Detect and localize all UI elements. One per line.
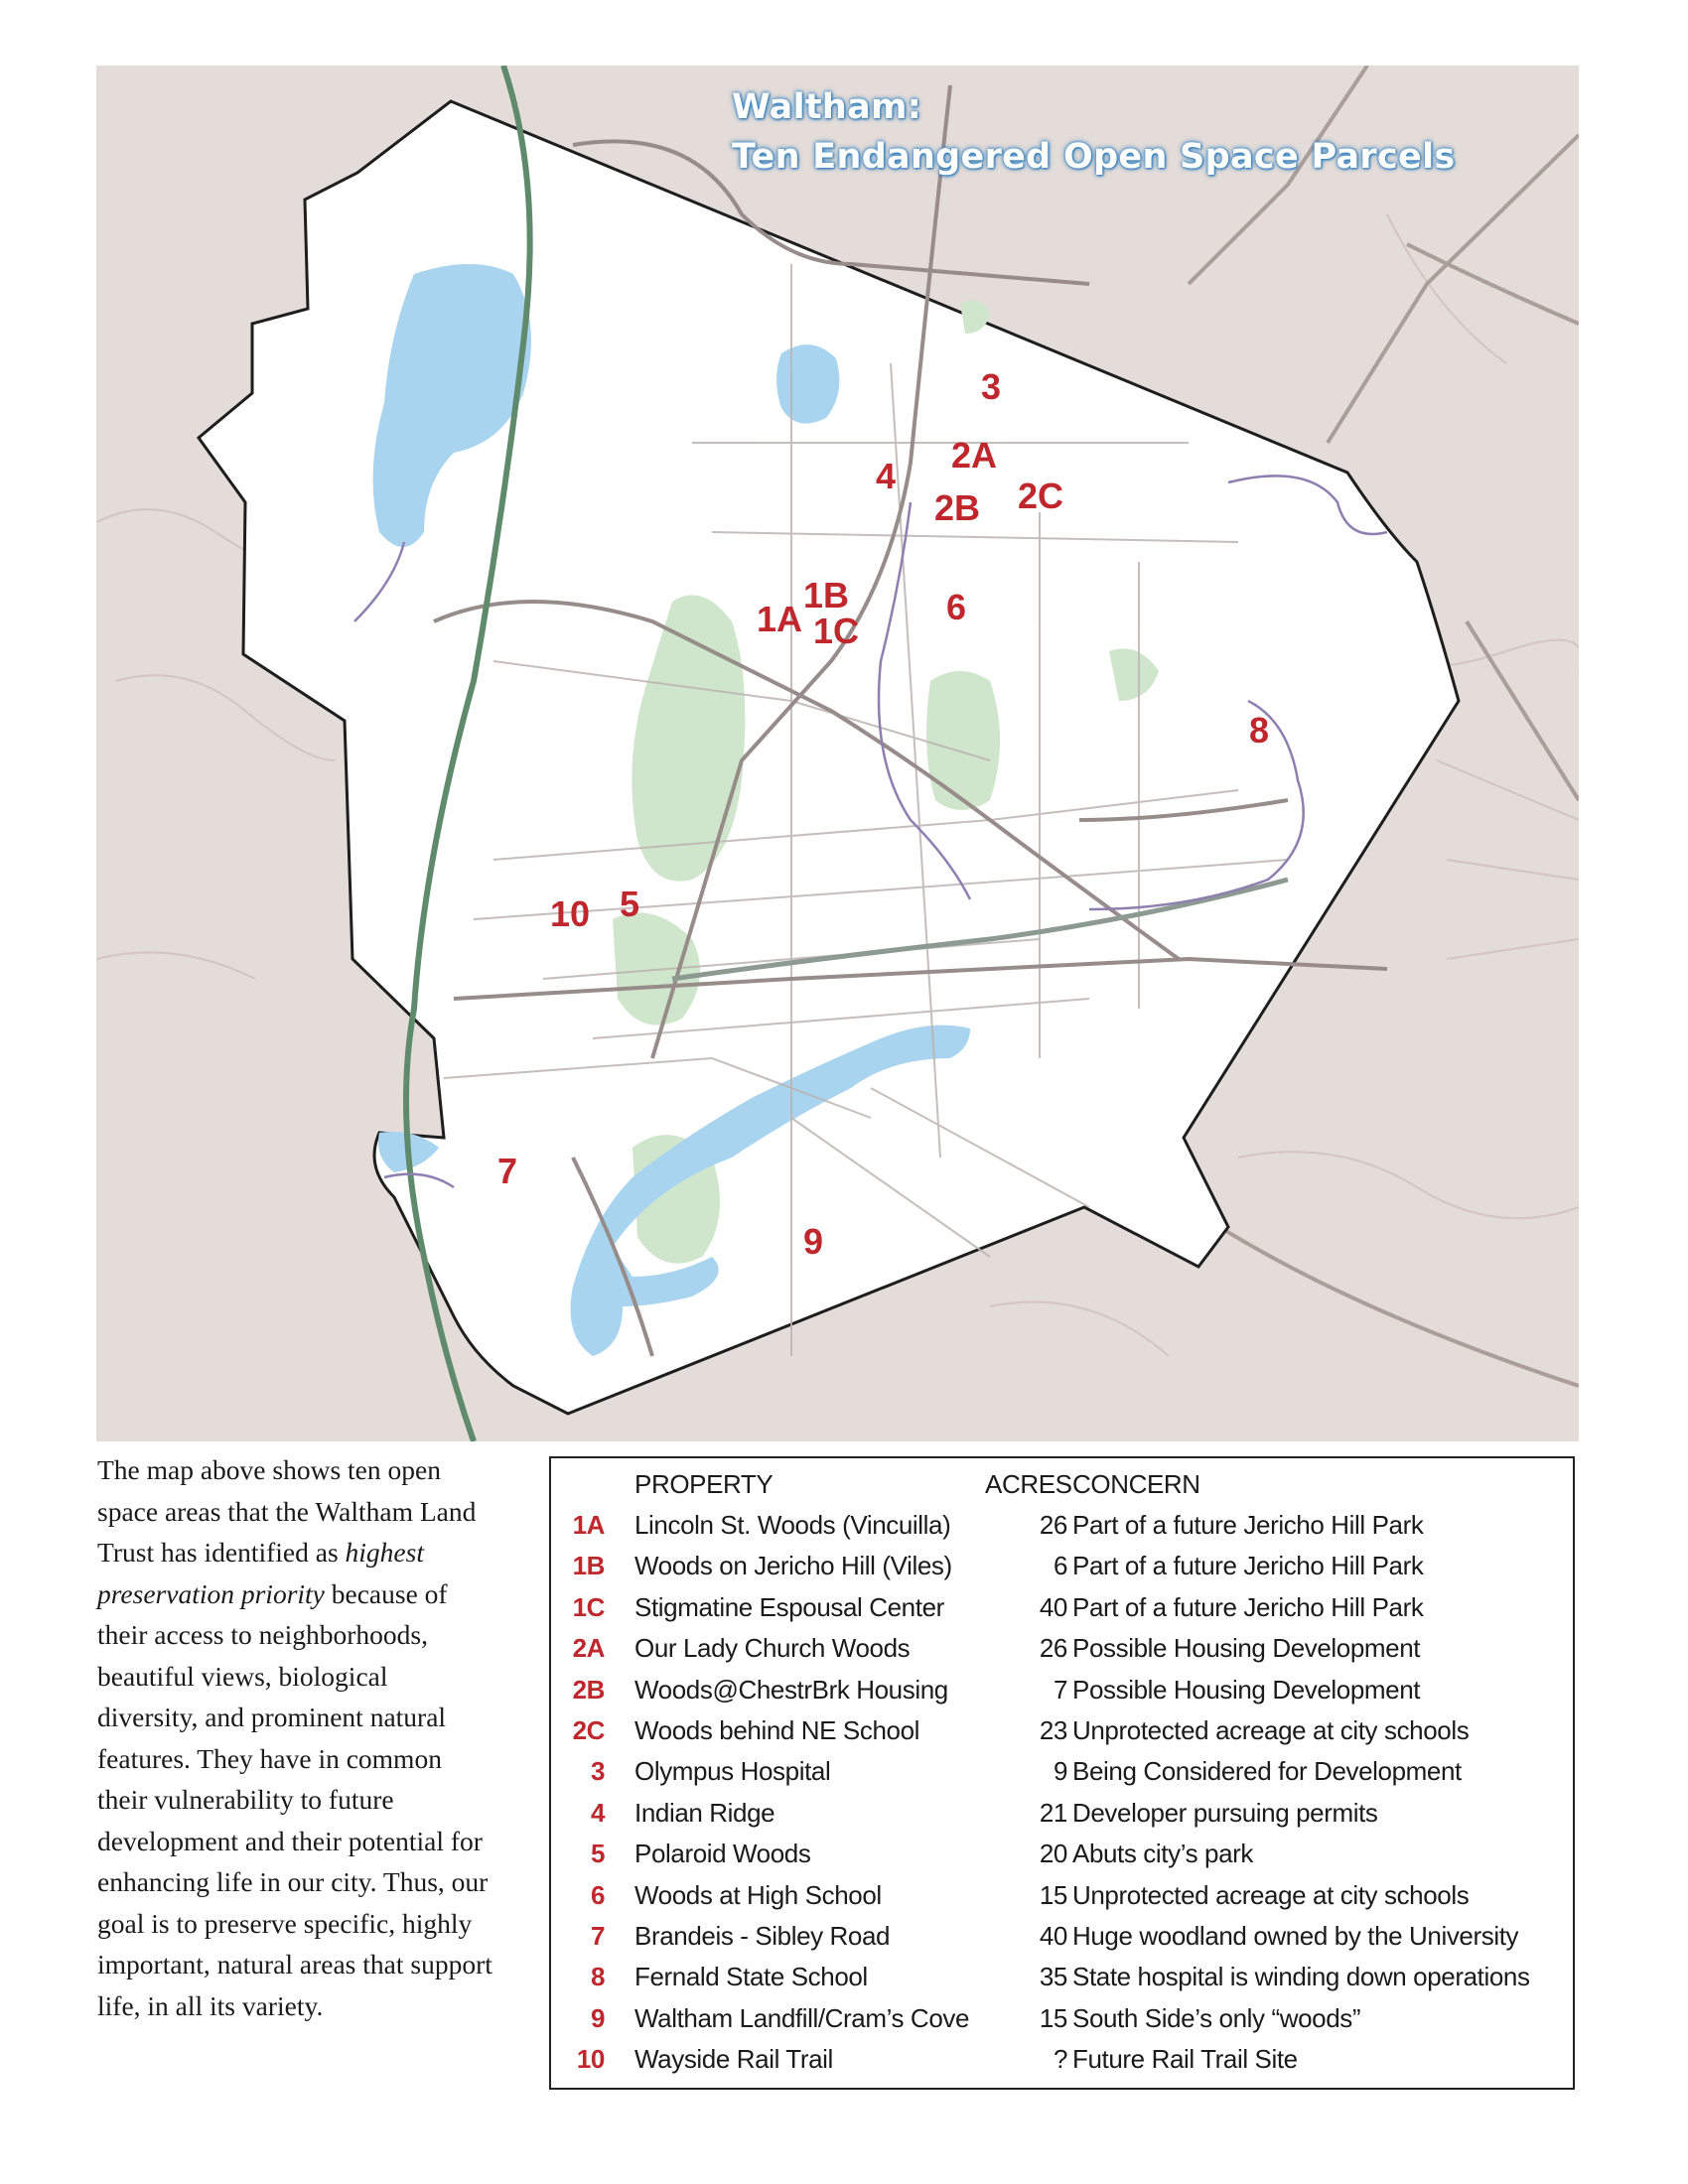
parcel-label-2a: 2A bbox=[950, 435, 998, 476]
table-row bbox=[551, 1839, 1573, 1879]
concern-text: Being Considered for Development bbox=[1072, 1756, 1462, 1787]
table-row bbox=[551, 1921, 1573, 1962]
property-name: Fernald State School bbox=[634, 1962, 868, 1992]
property-name: Lincoln St. Woods (Vincuilla) bbox=[634, 1510, 951, 1540]
table-row bbox=[551, 1798, 1573, 1839]
intro-emphasis: highest preservation priority bbox=[97, 1537, 424, 1609]
header-concern: CONCERN bbox=[1072, 1469, 1200, 1499]
parcel-label-2c: 2C bbox=[1017, 476, 1064, 516]
property-name: Indian Ridge bbox=[634, 1797, 775, 1828]
property-name: Wayside Rail Trail bbox=[634, 2044, 833, 2075]
map-title-line-2: Ten Endangered Open Space Parcels bbox=[732, 137, 1456, 177]
parcel-id: 9 bbox=[590, 2002, 605, 2033]
acres-value: ? bbox=[1053, 2044, 1067, 2075]
parcel-label-1b: 1B bbox=[802, 575, 850, 615]
table-row bbox=[551, 1715, 1573, 1756]
parcel-label-5: 5 bbox=[619, 884, 640, 924]
parcel-label-1a: 1A bbox=[756, 599, 803, 639]
parcel-label-10: 10 bbox=[549, 893, 591, 934]
property-name: Our Lady Church Woods bbox=[634, 1633, 911, 1664]
parcel-id: 4 bbox=[590, 1797, 605, 1828]
intro-text-part-2: because of their access to neighborhoods, beautiful views, biological diversity, and prominent natural features. They have in common their vulnerability to future development and their potential for enhancing life in our city. Thus, our goal is to preserve specific, highly important, natural areas that support life, in all its variety. bbox=[97, 1577, 492, 2021]
table-row bbox=[551, 1510, 1573, 1551]
table-row bbox=[551, 1962, 1573, 2002]
concern-text: Unprotected acreage at city schools bbox=[1072, 1879, 1470, 1910]
map-title-line-1: Waltham: bbox=[732, 87, 922, 127]
parcel-label-7: 7 bbox=[496, 1151, 518, 1191]
acres-value: 15 bbox=[1039, 2002, 1067, 2033]
table-row bbox=[551, 2003, 1573, 2044]
property-name: Polaroid Woods bbox=[634, 1839, 811, 1869]
parcel-id: 10 bbox=[576, 2044, 605, 2075]
header-acres: ACRES bbox=[985, 1469, 1072, 1499]
acres-value: 15 bbox=[1039, 1879, 1067, 1910]
property-name: Brandeis - Sibley Road bbox=[634, 1921, 891, 1951]
parcel-id: 1A bbox=[572, 1510, 605, 1540]
parcel-id: 3 bbox=[590, 1756, 605, 1787]
pond-north bbox=[776, 344, 839, 424]
intro-text-part-1: The map above shows ten open space areas that the Waltham Land Trust has identified as bbox=[97, 1454, 477, 1568]
concern-text: South Side’s only “woods” bbox=[1072, 2002, 1361, 2033]
acres-value: 40 bbox=[1039, 1591, 1067, 1622]
concern-text: Future Rail Trail Site bbox=[1072, 2044, 1298, 2075]
property-name: Stigmatine Espousal Center bbox=[634, 1591, 944, 1622]
parcel-id: 8 bbox=[590, 1962, 605, 1992]
map-graphic bbox=[96, 66, 1579, 1441]
parcel-label-2b: 2B bbox=[933, 487, 981, 528]
header-property: PROPERTY bbox=[634, 1469, 774, 1499]
concern-text: Abuts city’s park bbox=[1072, 1839, 1254, 1869]
concern-text: Huge woodland owned by the University bbox=[1072, 1921, 1519, 1951]
concern-text: Developer pursuing permits bbox=[1072, 1797, 1378, 1828]
parcel-label-1c: 1C bbox=[812, 611, 860, 651]
table-row bbox=[551, 1633, 1573, 1674]
parcel-id: 2A bbox=[572, 1633, 605, 1664]
parcel-id: 6 bbox=[590, 1879, 605, 1910]
concern-text: Possible Housing Development bbox=[1072, 1633, 1421, 1664]
property-name: Waltham Landfill/Cram’s Cove bbox=[634, 2002, 970, 2033]
parcel-id: 5 bbox=[590, 1839, 605, 1869]
parcel-label-9: 9 bbox=[802, 1221, 824, 1262]
parcel-label-4: 4 bbox=[875, 456, 897, 496]
table-row bbox=[551, 1880, 1573, 1921]
table-row bbox=[551, 1592, 1573, 1633]
property-name: Woods behind NE School bbox=[634, 1715, 920, 1745]
concern-text: Possible Housing Development bbox=[1072, 1674, 1421, 1705]
property-name: Woods@ChestrBrk Housing bbox=[634, 1674, 948, 1705]
intro-paragraph bbox=[97, 1449, 494, 2026]
acres-value: 20 bbox=[1039, 1839, 1067, 1869]
property-name: Woods at High School bbox=[634, 1879, 882, 1910]
concern-text: Part of a future Jericho Hill Park bbox=[1072, 1551, 1424, 1581]
parcel-id: 1C bbox=[572, 1591, 605, 1622]
concern-text: Part of a future Jericho Hill Park bbox=[1072, 1510, 1424, 1540]
acres-value: 26 bbox=[1039, 1633, 1067, 1664]
property-name: Woods on Jericho Hill (Viles) bbox=[634, 1551, 952, 1581]
acres-value: 40 bbox=[1039, 1921, 1067, 1951]
acres-value: 21 bbox=[1039, 1797, 1067, 1828]
acres-value: 6 bbox=[1053, 1551, 1067, 1581]
map bbox=[96, 66, 1579, 1441]
concern-text: State hospital is winding down operations bbox=[1072, 1962, 1530, 1992]
table-row bbox=[551, 1675, 1573, 1715]
parcel-id: 1B bbox=[572, 1551, 605, 1581]
parcel-label-8: 8 bbox=[1248, 710, 1270, 751]
acres-value: 23 bbox=[1039, 1715, 1067, 1745]
acres-value: 7 bbox=[1053, 1674, 1067, 1705]
table-row bbox=[551, 1756, 1573, 1797]
parcel-id: 2C bbox=[572, 1715, 605, 1745]
table-row bbox=[551, 2044, 1573, 2085]
parcel-label-6: 6 bbox=[945, 587, 967, 627]
table-row bbox=[551, 1551, 1573, 1591]
table-header bbox=[551, 1469, 1573, 1510]
parcel-id: 7 bbox=[590, 1921, 605, 1951]
acres-value: 35 bbox=[1039, 1962, 1067, 1992]
acres-value: 9 bbox=[1053, 1756, 1067, 1787]
acres-value: 26 bbox=[1039, 1510, 1067, 1540]
concern-text: Part of a future Jericho Hill Park bbox=[1072, 1591, 1424, 1622]
parcel-id: 2B bbox=[572, 1674, 605, 1705]
parcel-table bbox=[549, 1456, 1575, 2090]
property-name: Olympus Hospital bbox=[634, 1756, 831, 1787]
concern-text: Unprotected acreage at city schools bbox=[1072, 1715, 1470, 1745]
parcel-label-3: 3 bbox=[980, 366, 1002, 407]
